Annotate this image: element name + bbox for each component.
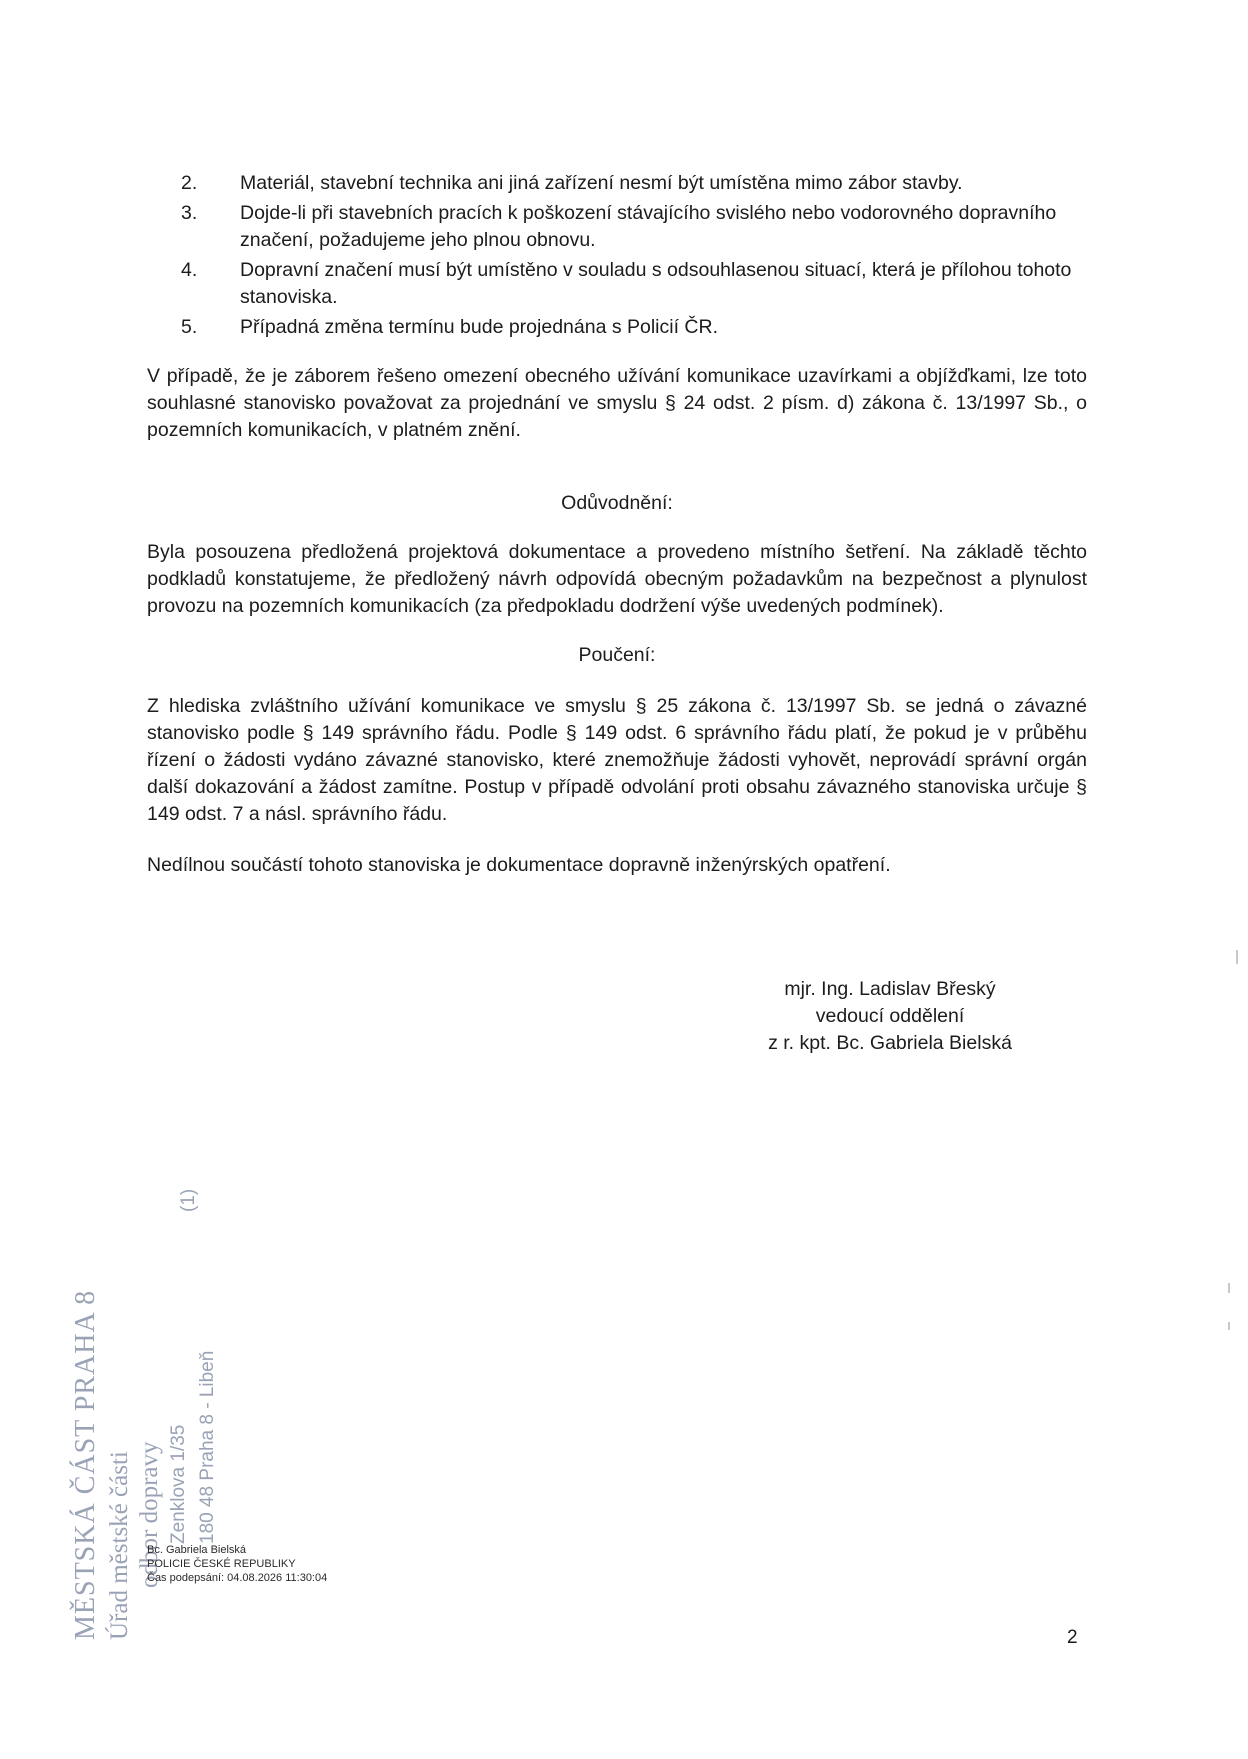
list-item-text: Případná změna termínu bude projednána s Policií ČR.: [240, 316, 719, 338]
electronic-signature: [147, 1543, 327, 1585]
esign-time: Čas podepsání: 04.08.2026 11:30:04: [147, 1572, 328, 1584]
signatory-deputy: z r. kpt. Bc. Gabriela Bielská: [768, 1032, 1012, 1054]
closure-paragraph: V případě, že je záborem řešeno omezení obecného užívání komunikace uzavírkami a objížďkami, lze toto souhlasné stanovisko považovat za projednání ve smyslu § 24 odst. 2 písm. d) zákona č. 13/1997 Sb., o pozemních komunikacích, v platném znění.: [147, 365, 1087, 441]
esign-name: Bc. Gabriela Bielská: [147, 1544, 247, 1556]
esign-organization: POLICIE ČESKÉ REPUBLIKY: [147, 1558, 296, 1570]
list-item-text: Dojde-li při stavebních pracích k poškození stávajícího svislého nebo vodorovného dopravního značení, požadujeme jeho plnou obnovu.: [240, 202, 1057, 251]
list-item-number: 2.: [181, 172, 198, 194]
list-item: [147, 257, 1087, 311]
stamp-line-city: 180 48 Praha 8 - Libeň: [197, 1350, 218, 1544]
list-item: [147, 200, 1087, 254]
instruction-heading: Poučení:: [578, 644, 656, 666]
signatory-role: vedoucí oddělení: [815, 1005, 965, 1027]
stamp-line-district: MĚSTSKÁ ČÁST PRAHA 8: [70, 1289, 101, 1640]
scan-artifact: [1228, 1322, 1230, 1330]
stamp-line-office: Úřad městské části: [106, 1451, 133, 1640]
signature-block: [700, 976, 1080, 1057]
stamp-line-department: odbor dopravy: [136, 1441, 163, 1588]
list-item-number: 4.: [181, 259, 198, 281]
list-item-number: 3.: [181, 202, 198, 224]
list-item-text: Materiál, stavební technika ani jiná zařízení nesmí být umístěna mimo zábor stavby.: [240, 172, 963, 194]
scan-artifact: [1236, 950, 1238, 964]
list-item: [147, 170, 1087, 197]
conditions-list: [147, 170, 1087, 341]
reasoning-paragraph: Byla posouzena předložená projektová dokumentace a provedeno místního šetření. Na základě těchto podkladů konstatujeme, že předložený návrh odpovídá obecným požadavkům na bezpečnost a plynulost provozu na pozemních komunikacích (za předpokladu dodržení výše uvedených podmínek).: [147, 541, 1087, 617]
list-item: [147, 314, 1087, 341]
page-number: 2: [1067, 1627, 1078, 1648]
signatory-name: mjr. Ing. Ladislav Břeský: [784, 978, 996, 1000]
instruction-paragraph: Z hlediska zvláštního užívání komunikace ve smyslu § 25 zákona č. 13/1997 Sb. se jedná o závazné stanovisko podle § 149 správního řádu. Podle § 149 odst. 6 správního řádu platí, že pokud je v průběhu řízení o žádosti vydáno závazné stanovisko, které znemožňuje žádosti vyhovět, neprovádí správní orgán další dokazování a žádost zamítne. Postup v případě odvolání proti obsahu závazného stanoviska určuje § 149 odst. 7 a násl. správního řádu.: [147, 695, 1087, 825]
document-body: [147, 170, 1087, 879]
stamp-line-street: Zenklova 1/35: [168, 1424, 189, 1544]
list-item-text: Dopravní značení musí být umístěno v souladu s odsouhlasenou situací, která je přílohou tohoto stanoviska.: [240, 259, 1072, 308]
list-item-number: 5.: [181, 316, 198, 338]
scan-artifact: [1228, 1283, 1230, 1293]
stamp-number: (1): [178, 1188, 199, 1212]
attachment-paragraph: Nedílnou součástí tohoto stanoviska je dokumentace dopravně inženýrských opatření.: [147, 854, 891, 876]
reasoning-heading: Odůvodnění:: [561, 492, 673, 514]
